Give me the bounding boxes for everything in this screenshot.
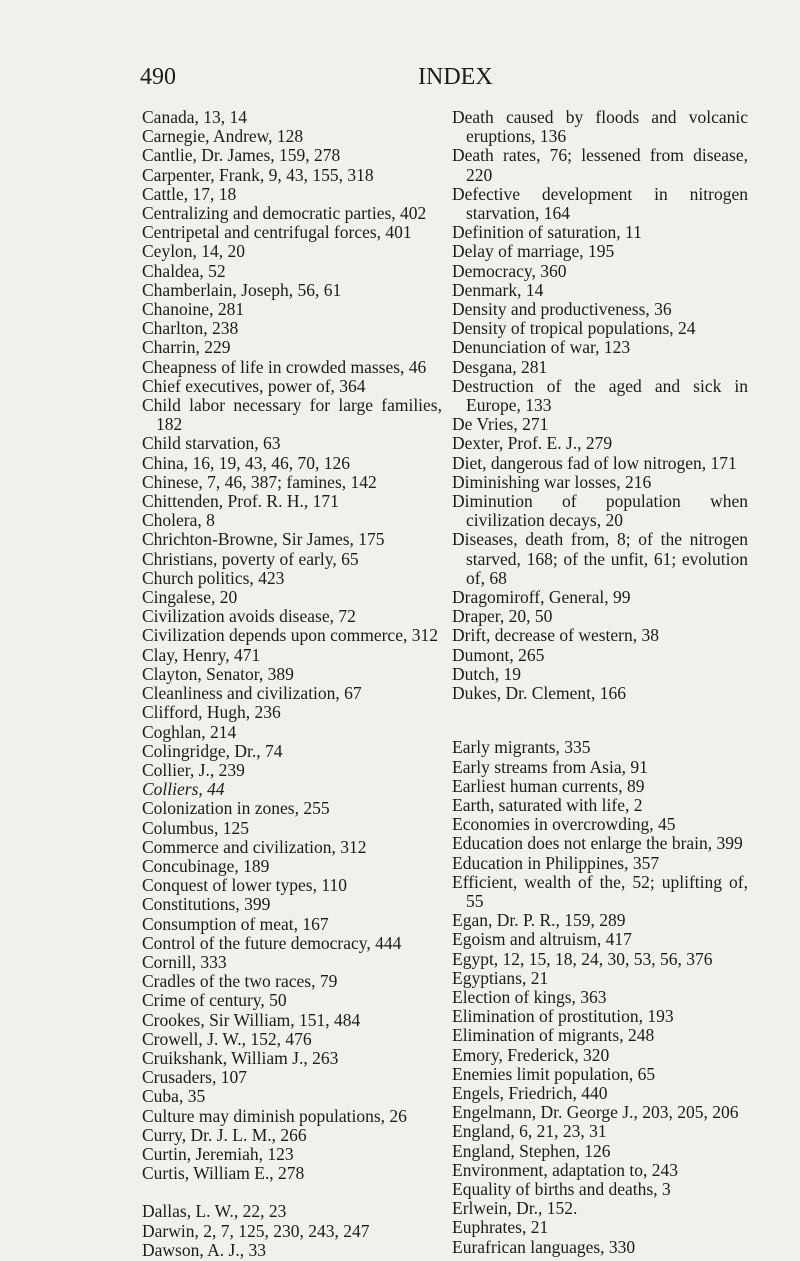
index-entry: Centripetal and centrifugal forces, 401 bbox=[142, 222, 412, 243]
index-entry: Dragomiroff, General, 99 bbox=[452, 587, 631, 608]
right-column bbox=[452, 108, 748, 1257]
index-entry: Dutch, 19 bbox=[452, 663, 522, 684]
index-entry: Cradles of the two races, 79 bbox=[142, 971, 338, 992]
running-head: INDEX bbox=[418, 64, 493, 90]
index-entry: Environment, adaptation to, 243 bbox=[452, 1159, 678, 1180]
index-entry: Education in Philippines, 357 bbox=[452, 852, 660, 873]
index-entry: Egoism and altruism, 417 bbox=[452, 929, 632, 950]
index-entry: Denunciation of war, 123 bbox=[452, 337, 631, 358]
index-entry: Civilization depends upon commerce, 312 bbox=[142, 625, 438, 646]
index-entry: Curry, Dr. J. L. M., 266 bbox=[142, 1124, 307, 1145]
index-entry: Clifford, Hugh, 236 bbox=[142, 702, 281, 723]
index-entry: Crookes, Sir William, 151, 484 bbox=[142, 1009, 361, 1030]
index-entry: Drift, decrease of western, 38 bbox=[452, 625, 659, 646]
index-entry: Diminution of population when civilization decays, 20 bbox=[452, 491, 748, 531]
index-entry: Canada, 13, 14 bbox=[142, 107, 247, 127]
index-entry: Coghlan, 214 bbox=[142, 721, 237, 742]
index-entry: Election of kings, 363 bbox=[452, 986, 607, 1007]
index-entry: Engels, Friedrich, 440 bbox=[452, 1082, 608, 1103]
index-entry: Density and productiveness, 36 bbox=[452, 299, 672, 320]
index-entry: Cruikshank, William J., 263 bbox=[142, 1047, 339, 1068]
index-entry: Chrichton-Browne, Sir James, 175 bbox=[142, 529, 385, 550]
index-entry: Cattle, 17, 18 bbox=[142, 183, 237, 204]
index-entry: Control of the future democracy, 444 bbox=[142, 932, 402, 953]
index-entry: Destruction of the aged and sick in Europe, 133 bbox=[452, 375, 748, 416]
index-entry: Clay, Henry, 471 bbox=[142, 644, 261, 665]
index-entry: Chinese, 7, 46, 387; famines, 142 bbox=[142, 471, 377, 492]
index-entry: Cholera, 8 bbox=[142, 510, 215, 531]
index-entry: Culture may diminish populations, 26 bbox=[142, 1105, 407, 1126]
index-entry: Emory, Frederick, 320 bbox=[452, 1044, 610, 1065]
section-gap bbox=[142, 1183, 442, 1202]
index-entry: Earliest human currents, 89 bbox=[452, 775, 645, 796]
index-entry: Engelmann, Dr. George J., 203, 205, 206 bbox=[452, 1102, 739, 1123]
index-entry: Euphrates, 21 bbox=[452, 1217, 549, 1238]
index-entry: England, 6, 21, 23, 31 bbox=[452, 1121, 607, 1142]
index-entry: Dallas, L. W., 22, 23 bbox=[142, 1201, 287, 1222]
index-entry: Crowell, J. W., 152, 476 bbox=[142, 1028, 312, 1049]
index-entry: Elimination of prostitution, 193 bbox=[452, 1006, 674, 1027]
index-entry: Child labor necessary for large families, 182 bbox=[142, 395, 442, 435]
index-entry: Defective development in nitrogen starvation, 164 bbox=[452, 183, 748, 224]
left-column bbox=[142, 108, 442, 1260]
index-entry: Child starvation, 63 bbox=[142, 433, 281, 454]
index-entry: Columbus, 125 bbox=[142, 817, 249, 838]
index-entry: Dumont, 265 bbox=[452, 644, 545, 665]
index-entry: Crusaders, 107 bbox=[142, 1067, 247, 1088]
index-entry: Draper, 20, 50 bbox=[452, 606, 553, 627]
index-entry: Chaldea, 52 bbox=[142, 260, 226, 281]
index-entry: Crime of century, 50 bbox=[142, 990, 287, 1011]
index-entry: Concubinage, 189 bbox=[142, 855, 270, 876]
index-entry: Death rates, 76; lessened from disease, 220 bbox=[452, 145, 748, 185]
index-entry: Efficient, wealth of the, 52; uplifting of, 55 bbox=[452, 871, 748, 911]
index-entry: Chief executives, power of, 364 bbox=[142, 375, 366, 396]
index-entry: Charrin, 229 bbox=[142, 337, 231, 358]
index-entry: China, 16, 19, 43, 46, 70, 126 bbox=[142, 452, 351, 473]
index-entry: Cleanliness and civilization, 67 bbox=[142, 683, 362, 704]
index-entry: Erlwein, Dr., 152. bbox=[452, 1198, 578, 1219]
index-entry: Education does not enlarge the brain, 399 bbox=[452, 833, 743, 854]
index-entry: Early migrants, 335 bbox=[452, 737, 591, 758]
index-entry: Church politics, 423 bbox=[142, 567, 285, 588]
index-entry: Curtin, Jeremiah, 123 bbox=[142, 1143, 294, 1164]
index-entry: Colliers, 44 bbox=[142, 779, 225, 800]
index-entry: Eurafrican languages, 330 bbox=[452, 1236, 636, 1257]
index-entry: Diminishing war losses, 216 bbox=[452, 471, 652, 492]
index-entry: Curtis, William E., 278 bbox=[142, 1163, 305, 1184]
index-entry: Earth, saturated with life, 2 bbox=[452, 794, 643, 815]
index-entry: Cuba, 35 bbox=[142, 1086, 206, 1107]
index-entry: Cheapness of life in crowded masses, 46 bbox=[142, 356, 427, 377]
index-entry: Egan, Dr. P. R., 159, 289 bbox=[452, 910, 626, 931]
index-entry: Delay of marriage, 195 bbox=[452, 241, 615, 262]
index-entry: Egyptians, 21 bbox=[452, 967, 549, 988]
index-entry: Death caused by floods and volcanic eruptions, 136 bbox=[452, 107, 748, 147]
page-number: 490 bbox=[140, 64, 176, 90]
index-entry: Definition of saturation, 11 bbox=[452, 222, 642, 243]
index-entry: Cantlie, Dr. James, 159, 278 bbox=[142, 145, 341, 166]
index-entry: Ceylon, 14, 20 bbox=[142, 241, 246, 262]
section-gap bbox=[452, 703, 748, 738]
index-entry: Clayton, Senator, 389 bbox=[142, 663, 294, 684]
index-entry: Diseases, death from, 8; of the nitrogen starved, 168; of the unfit, 61; evolution of, 68 bbox=[452, 529, 748, 588]
index-entry: Commerce and civilization, 312 bbox=[142, 836, 367, 857]
index-entry: De Vries, 271 bbox=[452, 414, 549, 435]
index-entry: Carpenter, Frank, 9, 43, 155, 318 bbox=[142, 164, 374, 185]
index-entry: Charlton, 238 bbox=[142, 318, 239, 339]
index-entry: Dawson, A. J., 33 bbox=[142, 1239, 266, 1260]
index-entry: Carnegie, Andrew, 128 bbox=[142, 126, 304, 147]
index-entry: Cornill, 333 bbox=[142, 951, 227, 972]
index-entry: Darwin, 2, 7, 125, 230, 243, 247 bbox=[142, 1220, 370, 1241]
index-entry: Christians, poverty of early, 65 bbox=[142, 548, 359, 569]
index-entry: Chanoine, 281 bbox=[142, 299, 245, 320]
index-entry: Diet, dangerous fad of low nitrogen, 171 bbox=[452, 452, 737, 473]
index-entry: Democracy, 360 bbox=[452, 260, 567, 281]
index-entry: Elimination of migrants, 248 bbox=[452, 1025, 655, 1046]
index-entry: Chittenden, Prof. R. H., 171 bbox=[142, 491, 339, 512]
index-entry: Dexter, Prof. E. J., 279 bbox=[452, 433, 613, 454]
index-entry: Constitutions, 399 bbox=[142, 894, 271, 915]
index-entry: Colingridge, Dr., 74 bbox=[142, 740, 283, 761]
index-entry: Economies in overcrowding, 45 bbox=[452, 814, 676, 835]
index-entry: Enemies limit population, 65 bbox=[452, 1063, 656, 1084]
index-entry: Early streams from Asia, 91 bbox=[452, 756, 648, 777]
index-entry: Civilization avoids disease, 72 bbox=[142, 606, 356, 627]
index-entry: Density of tropical populations, 24 bbox=[452, 318, 696, 339]
index-entry: England, Stephen, 126 bbox=[452, 1140, 611, 1161]
index-entry: Chamberlain, Joseph, 56, 61 bbox=[142, 279, 342, 300]
index-entry: Collier, J., 239 bbox=[142, 759, 245, 780]
index-entry: Consumption of meat, 167 bbox=[142, 913, 329, 934]
index-entry: Equality of births and deaths, 3 bbox=[452, 1178, 671, 1199]
index-entry: Centralizing and democratic parties, 402 bbox=[142, 203, 427, 224]
index-entry: Colonization in zones, 255 bbox=[142, 798, 330, 819]
index-entry: Desgana, 281 bbox=[452, 356, 548, 377]
index-entry: Cingalese, 20 bbox=[142, 587, 238, 608]
index-entry: Conquest of lower types, 110 bbox=[142, 875, 347, 896]
index-entry: Denmark, 14 bbox=[452, 279, 544, 300]
index-entry: Egypt, 12, 15, 18, 24, 30, 53, 56, 376 bbox=[452, 948, 713, 969]
index-entry: Dukes, Dr. Clement, 166 bbox=[452, 683, 627, 704]
